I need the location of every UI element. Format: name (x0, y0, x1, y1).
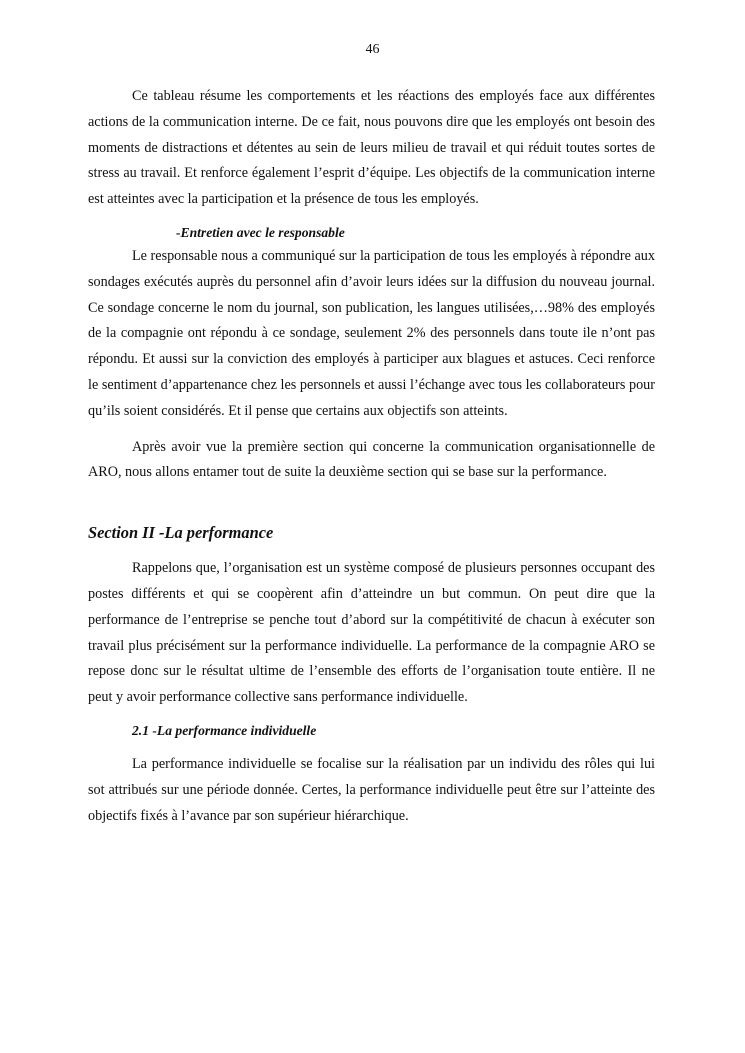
paragraph-performance-intro: Rappelons que, l’organisation est un système composé de plusieurs personnes occupant des postes différents et qui se coopèrent afin d’atteindre un but commun. On peut dire que la performance de l’entreprise se penche tout d’abord sur la compétitivité de chacun à exécuter son travail plus précisément sur la performance individuelle. La performance de la compagnie ARO se repose donc sur le résultat ultime de l’ensemble des efforts de l’organisation toute entière. Il ne peut y avoir performance collective sans performance individuelle. (88, 560, 655, 706)
paragraph-performance-individuelle: La performance individuelle se focalise sur la réalisation par un individu des rôles qui lui sot attribués sur une période donnée. Certes, la performance individuelle peut être sur l’atteinte des objectifs fixés à l’avance par son supérieur hiérarchique. (88, 755, 655, 824)
paragraph-transition: Après avoir vue la première section qui concerne la communication organisationnelle de ARO, nous allons entamer tout de suite la deuxième section qui se base sur la performance. (88, 438, 655, 481)
page-number: 46 (365, 42, 380, 57)
paragraph-entretien: Le responsable nous a communiqué sur la participation de tous les employés à répondre aux sondages exécutés auprès du personnel afin d’avoir leurs idées sur la diffusion du nouveau journal. Ce sondage concerne le nom du journal, son publication, les langues utilisées,…98% des employés de la compagnie ont répondu à ce sondage, seulement 2% des personnels dans toute ile n’ont pas répondu. Et aussi sur la conviction des employés à participer aux blagues et astuces. Ceci renforce le sentiment d’appartenance chez les personnels et aussi l’échange avec tous les collaborateurs pour qu’ils soient considérés. Et il pense que certains aux objectifs son atteints. (88, 247, 655, 419)
document-body (88, 84, 655, 829)
section-heading-performance: Section II -La performance (88, 523, 274, 543)
paragraph-summary: Ce tableau résume les comportements et les réactions des employés face aux différentes actions de la communication interne. De ce fait, nous pouvons dire que les employés ont besoin des moments de distractions et détentes au sein de leurs milieu de travail et qui réduit toutes sortes de stress au travail. Et renforce également l’esprit d’équipe. Les objectifs de la communication interne est atteintes avec la participation et la présence de tous les employés. (88, 88, 655, 208)
heading-entretien: -Entretien avec le responsable (176, 224, 345, 240)
subsection-heading-individuelle: 2.1 -La performance individuelle (132, 722, 317, 738)
